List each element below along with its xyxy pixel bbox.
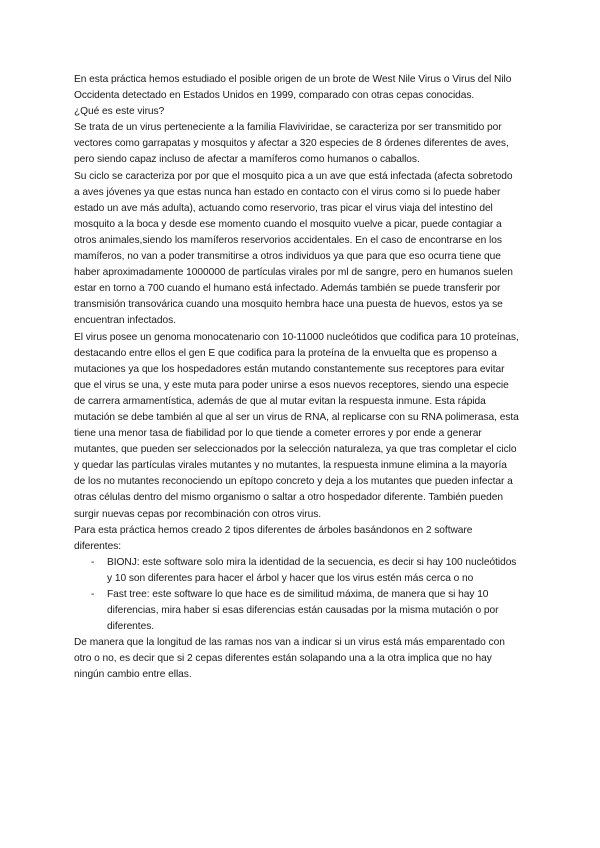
conclusion-paragraph: De manera que la longitud de las ramas nos van a indicar si un virus está más emparentado con otro o no, es decir que si 2 cepas diferentes están solapando una a la otra implica que no hay ningún cambio entre ellas.: [74, 637, 505, 681]
cycle-paragraph: Su ciclo se caracteriza por por que el mosquito pica a un ave que está infectada (afecta sobretodo a aves jóvenes ya que estas nunca han estado en contacto con el virus como si lo puede haber estado un ave más adulta), actuando como reservorio, tras picar el virus viaja del intestino del mosquito a la boca y desde ese momento cuando el mosquito vuelve a picar, puede contagiar a otros animales,siendo los mamíferos reservorios accidentales. En el caso de encontrarse en los mamíferos, no van a poder transmitirse a otros individuos ya que para que eso ocurra tiene que haber aproximadamente 1000000 de partículas virales por ml de sangre, pero en humanos suelen estar en torno a 700 cuando el humano está infectado. Además también se puede transferir por transmisión transovárica cuando una mosquito hembra hace una puesta de huevos, estos ya se encuentran infectados.: [74, 170, 513, 327]
question-heading: ¿Qué es este virus?: [74, 106, 165, 118]
intro-paragraph: En esta práctica hemos estudiado el posible origen de un brote de West Nile Virus o Virus del Nilo Occidenta detectado en Estados Unidos en 1999, comparado con otras cepas conocidas.: [74, 74, 512, 102]
software-list: [74, 555, 520, 635]
family-paragraph: Se trata de un virus perteneciente a la familia Flaviviridae, se caracteriza por ser transmitido por vectores como garrapatas y mosquitos y afectar a 320 especies de 8 órdenes diferentes de aves, pero siendo capaz incluso de afectar a mamíferos como humanos o caballos.: [74, 122, 509, 166]
list-item-fast-tree: - Fast tree: este software lo que hace es de similitud máxima, de manera que si hay 10 diferencias, mira haber si esas diferencias están causadas por la misma mutación o por diferentes.: [74, 587, 520, 635]
document-body: [74, 72, 520, 684]
genome-paragraph: El virus posee un genoma monocatenario con 10-11000 nucleótidos que codifica para 10 proteínas, destacando entre ellos el gen E que codifica para la proteína de la envuelta que es propenso a mutaciones ya que los hospedadores están mutando constantemente sus receptores para evitar que el virus se una, y este muta para poder unirse a esos nuevos receptores, siendo una especie de carrera armamentística, además de que al mutar evitan la respuesta inmune. Esta rápida mutación se debe también al que al ser un virus de RNA, al replicarse con su RNA polimerasa, esta tiene una menor tasa de fiabilidad por lo que tiende a cometer errores y por ende a generar mutantes, que pueden ser seleccionados por la selección naturaleza, ya que tras completar el ciclo y quedar las partículas virales mutantes y no mutantes, la respuesta inmune elimina a la mayoría de los no mutantes reconociendo un epítopo concreto y deja a los mutantes que pueden infectar a otras células dentro del mismo organismo o saltar a otro hospedador diferente. También pueden surgir nuevas cepas por recombinación con otros virus.: [74, 331, 519, 520]
list-item-bionj: - BIONJ: este software solo mira la identidad de la secuencia, es decir si hay 100 nucleótidos y 10 son diferentes para hacer el árbol y hacer que los virus estén más cerca o no: [74, 555, 520, 587]
practice-paragraph: Para esta práctica hemos creado 2 tipos diferentes de árboles basándonos en 2 software diferentes:: [74, 524, 473, 552]
